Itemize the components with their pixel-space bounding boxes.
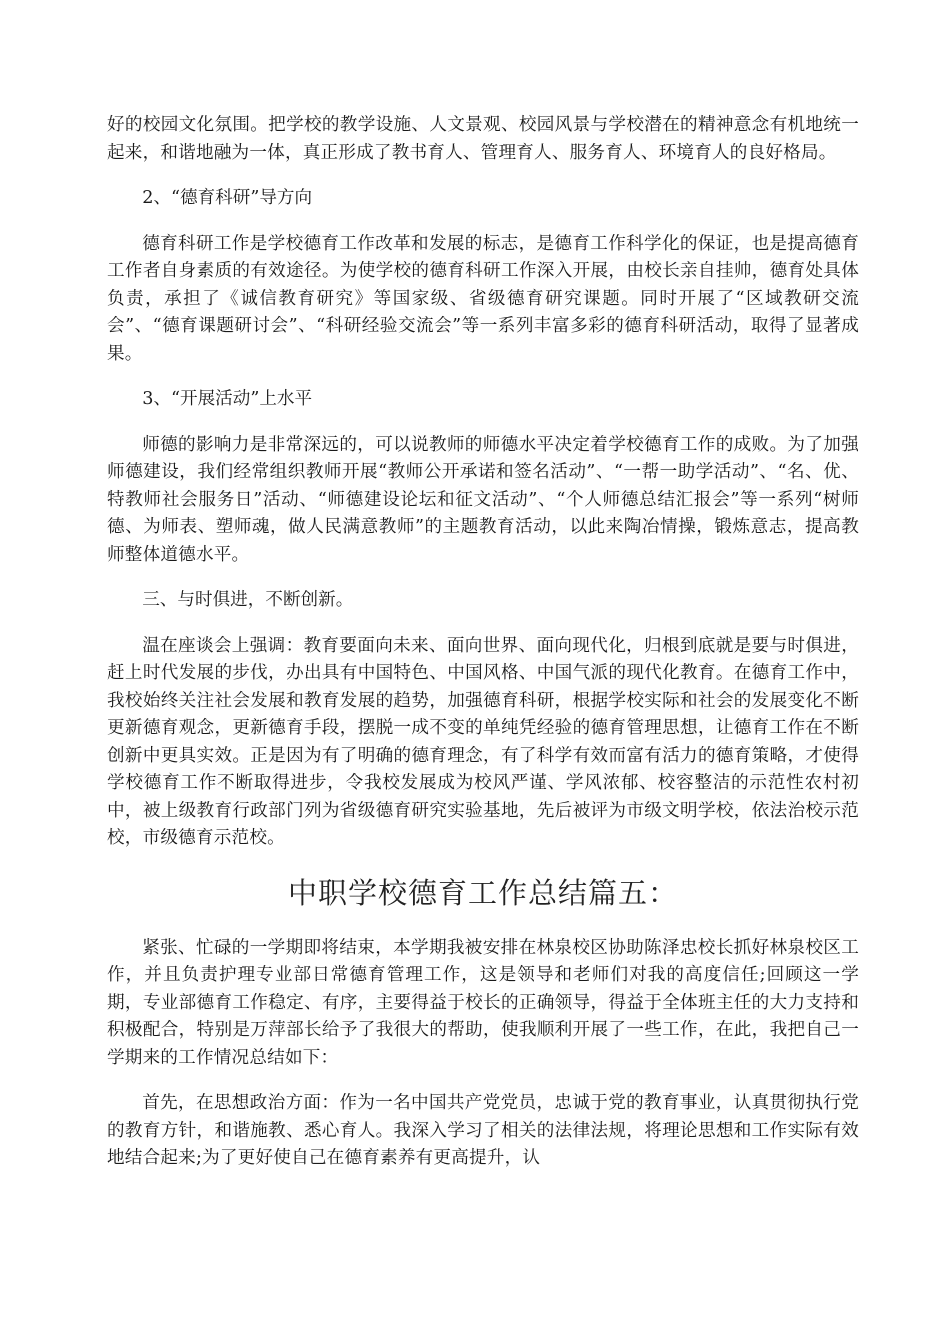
heading-innovation: 三、与时俱进，不断创新。: [142, 590, 354, 610]
paragraph-moral-research: 德育科研工作是学校德育工作改革和发展的标志，是德育工作科学化的保证，也是提高德育工作者自身素质的有效途径。为使学校的德育科研工作深入开展，由校长亲自挂帅，德育处具体负责，承担了《诚信教育研究》等国家级、省级德育研究课题。同时开展了“区域教研交流会”、“德育课题研讨会”、“科研经验交流会”等一系列丰富多彩的德育科研活动，取得了显著成果。: [107, 233, 859, 364]
paragraph-innovation: 温在座谈会上强调：教育要面向未来、面向世界、面向现代化，归根到底就是要与时俱进，赶上时代发展的步伐，办出具有中国特色、中国风格、中国气派的现代化教育。在德育工作中，我校始终关注社会发展和教育发展的趋势，加强德育科研，根据学校实际和社会的发展变化不断更新德育观念，更新德育手段，摆脱一成不变的单纯凭经验的德育管理思想，让德育工作在不断创新中更具实效。正是因为有了明确的德育理念，有了科学有效而富有活力的德育策略，才使得学校德育工作不断取得进步，令我校发展成为校风严谨、学风浓郁、校容整洁的示范性农村初中，被上级教育行政部门列为省级德育研究实验基地，先后被评为市级文明学校，依法治校示范校，市级德育示范校。: [107, 635, 859, 848]
section-title: 中职学校德育工作总结篇五：: [287, 875, 678, 910]
paragraph-teacher-ethics: 师德的影响力是非常深远的，可以说教师的师德水平决定着学校德育工作的成败。为了加强师德建设，我们经常组织教师开展“教师公开承诺和签名活动”、“一帮一助学活动”、“名、优、特教师社会服务日”活动、“师德建设论坛和征文活动”、“个人师德总结汇报会”等一系列“树师德、为师表、塑师魂，做人民满意教师”的主题教育活动，以此来陶冶情操，锻炼意志，提高教师整体道德水平。: [107, 434, 859, 565]
heading-activities: 3、“开展活动”上水平: [142, 389, 313, 409]
paragraph-semester-intro: 紧张、忙碌的一学期即将结束，本学期我被安排在林泉校区协助陈泽忠校长抓好林泉校区工作，并且负责护理专业部日常德育管理工作，这是领导和老师们对我的高度信任;回顾这一学期，专业部德育工作稳定、有序，主要得益于校长的正确领导，得益于全体班主任的大力支持和积极配合，特别是万萍部长给予了我很大的帮助，使我顺利开展了一些工作，在此，我把自己一学期来的工作情况总结如下：: [107, 937, 859, 1068]
heading-moral-research: 2、“德育科研”导方向: [142, 188, 313, 208]
paragraph-campus-culture: 好的校园文化氛围。把学校的教学设施、人文景观、校园风景与学校潜在的精神意念有机地统一起来，和谐地融为一体，真正形成了教书育人、管理育人、服务育人、环境育人的良好格局。: [107, 115, 859, 163]
document-body: [107, 112, 859, 1191]
paragraph-political: 首先，在思想政治方面：作为一名中国共产党党员，忠诚于党的教育事业，认真贯彻执行党的教育方针，和谐施教、悉心育人。我深入学习了相关的法律法规，将理论思想和工作实际有效地结合起来;为了更好使自己在德育素养有更高提升，认: [107, 1093, 859, 1168]
